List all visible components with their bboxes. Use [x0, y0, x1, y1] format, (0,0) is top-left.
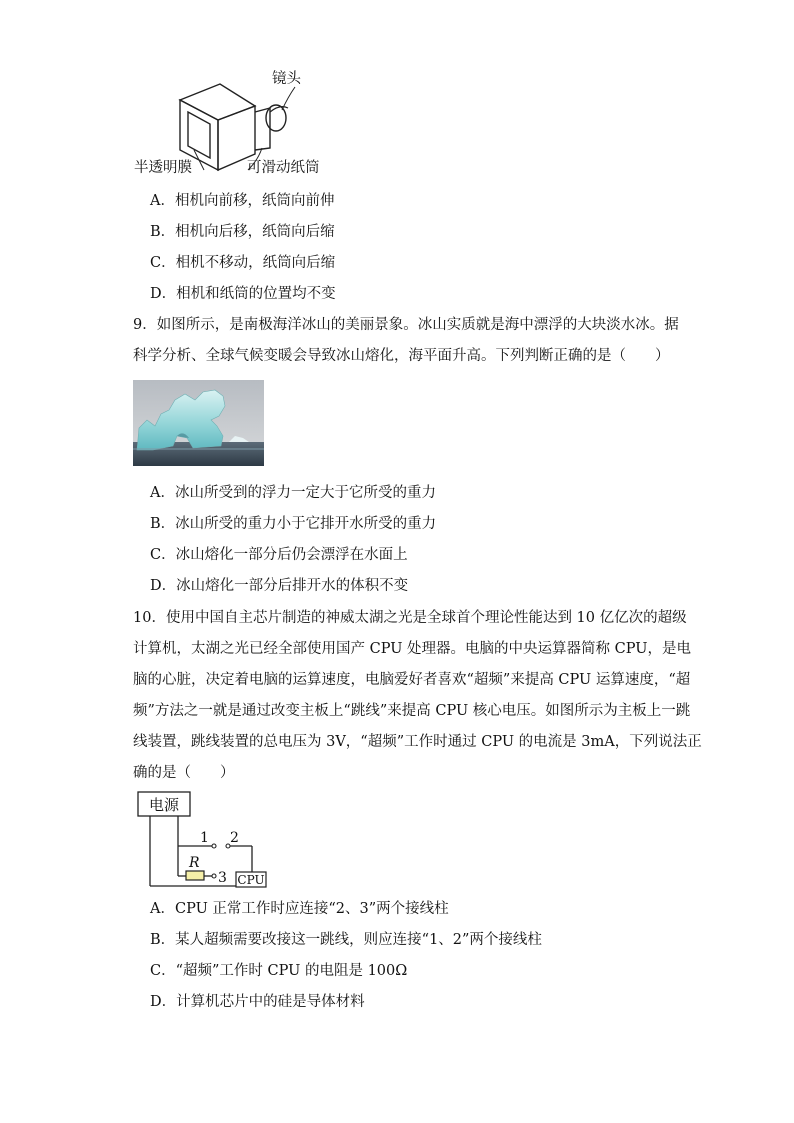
tube-label: 可滑动纸筒 — [247, 160, 320, 176]
q10-option-d: D．计算机芯片中的硅是导体材料 — [150, 994, 365, 1010]
q10-stem-line-3: 脑的心脏，决定着电脑的运算速度，电脑爱好者喜欢“超频”来提高 CPU 运算速度，“超 — [133, 672, 691, 688]
q9-stem-line-1: 9．如图所示，是南极海洋冰山的美丽景象。冰山实质就是海中漂浮的大块淡水冰。据 — [133, 317, 679, 333]
iceberg-photo — [133, 380, 264, 466]
terminal-1-label: 1 — [200, 830, 209, 846]
q9-option-b: B．冰山所受的重力小于它排开水所受的重力 — [150, 516, 437, 532]
q9-option-c: C．冰山熔化一部分后仍会漂浮在水面上 — [150, 547, 408, 563]
q10-option-a: A．CPU 正常工作时应连接“2、3”两个接线柱 — [150, 901, 449, 917]
sliding-tube — [255, 108, 270, 150]
q8-option-d: D．相机和纸筒的位置均不变 — [150, 286, 336, 302]
q9-stem-line-2: 科学分析、全球气候变暖会导致冰山熔化，海平面升高。下列判断正确的是（ ） — [133, 348, 670, 364]
q8-option-c: C．相机不移动，纸筒向后缩 — [150, 255, 336, 271]
q8-option-a: A．相机向前移，纸筒向前伸 — [150, 193, 335, 209]
terminal-1 — [212, 844, 216, 848]
q10-stem-line-4: 频”方法之一就是通过改变主板上“跳线”来提高 CPU 核心电压。如图所示为主板上一跳 — [133, 703, 691, 719]
terminal-3-label: 3 — [218, 870, 227, 886]
q10-stem-line-5: 线装置，跳线装置的总电压为 3V，“超频”工作时通过 CPU 的电流是 3mA，下列说法正 — [133, 734, 702, 750]
lens-label: 镜头 — [272, 71, 301, 87]
q8-option-b: B．相机向后移，纸筒向后缩 — [150, 224, 335, 240]
resistor-label: R — [189, 855, 200, 871]
cpu-label: CPU — [237, 873, 265, 887]
q10-stem-line-1: 10．使用中国自主芯片制造的神威太湖之光是全球首个理论性能达到 10 亿亿次的超级 — [133, 610, 687, 626]
q9-option-d: D．冰山熔化一部分后排开水的体积不变 — [150, 578, 409, 594]
membrane-window — [188, 112, 210, 158]
q10-stem-line-2: 计算机，太湖之光已经全部使用国产 CPU 处理器。电脑的中央运算器简称 CPU，是电 — [133, 641, 691, 657]
camera-box-top — [180, 84, 255, 120]
q9-option-a: A．冰山所受到的浮力一定大于它所受的重力 — [150, 485, 436, 501]
power-source-label: 电源 — [148, 796, 180, 814]
terminal-2-label: 2 — [230, 830, 239, 846]
jumper-circuit-diagram — [136, 790, 276, 890]
membrane-label: 半透明膜 — [134, 160, 192, 176]
camera-figure — [130, 62, 340, 182]
q10-stem-line-6: 确的是（ ） — [133, 765, 235, 781]
resistor — [186, 871, 204, 880]
q10-option-c: C．“超频”工作时 CPU 的电阻是 100Ω — [150, 963, 408, 979]
terminal-3 — [212, 874, 216, 878]
q10-option-b: B．某人超频需要改接这一跳线，则应连接“1、2”两个接线柱 — [150, 932, 542, 948]
